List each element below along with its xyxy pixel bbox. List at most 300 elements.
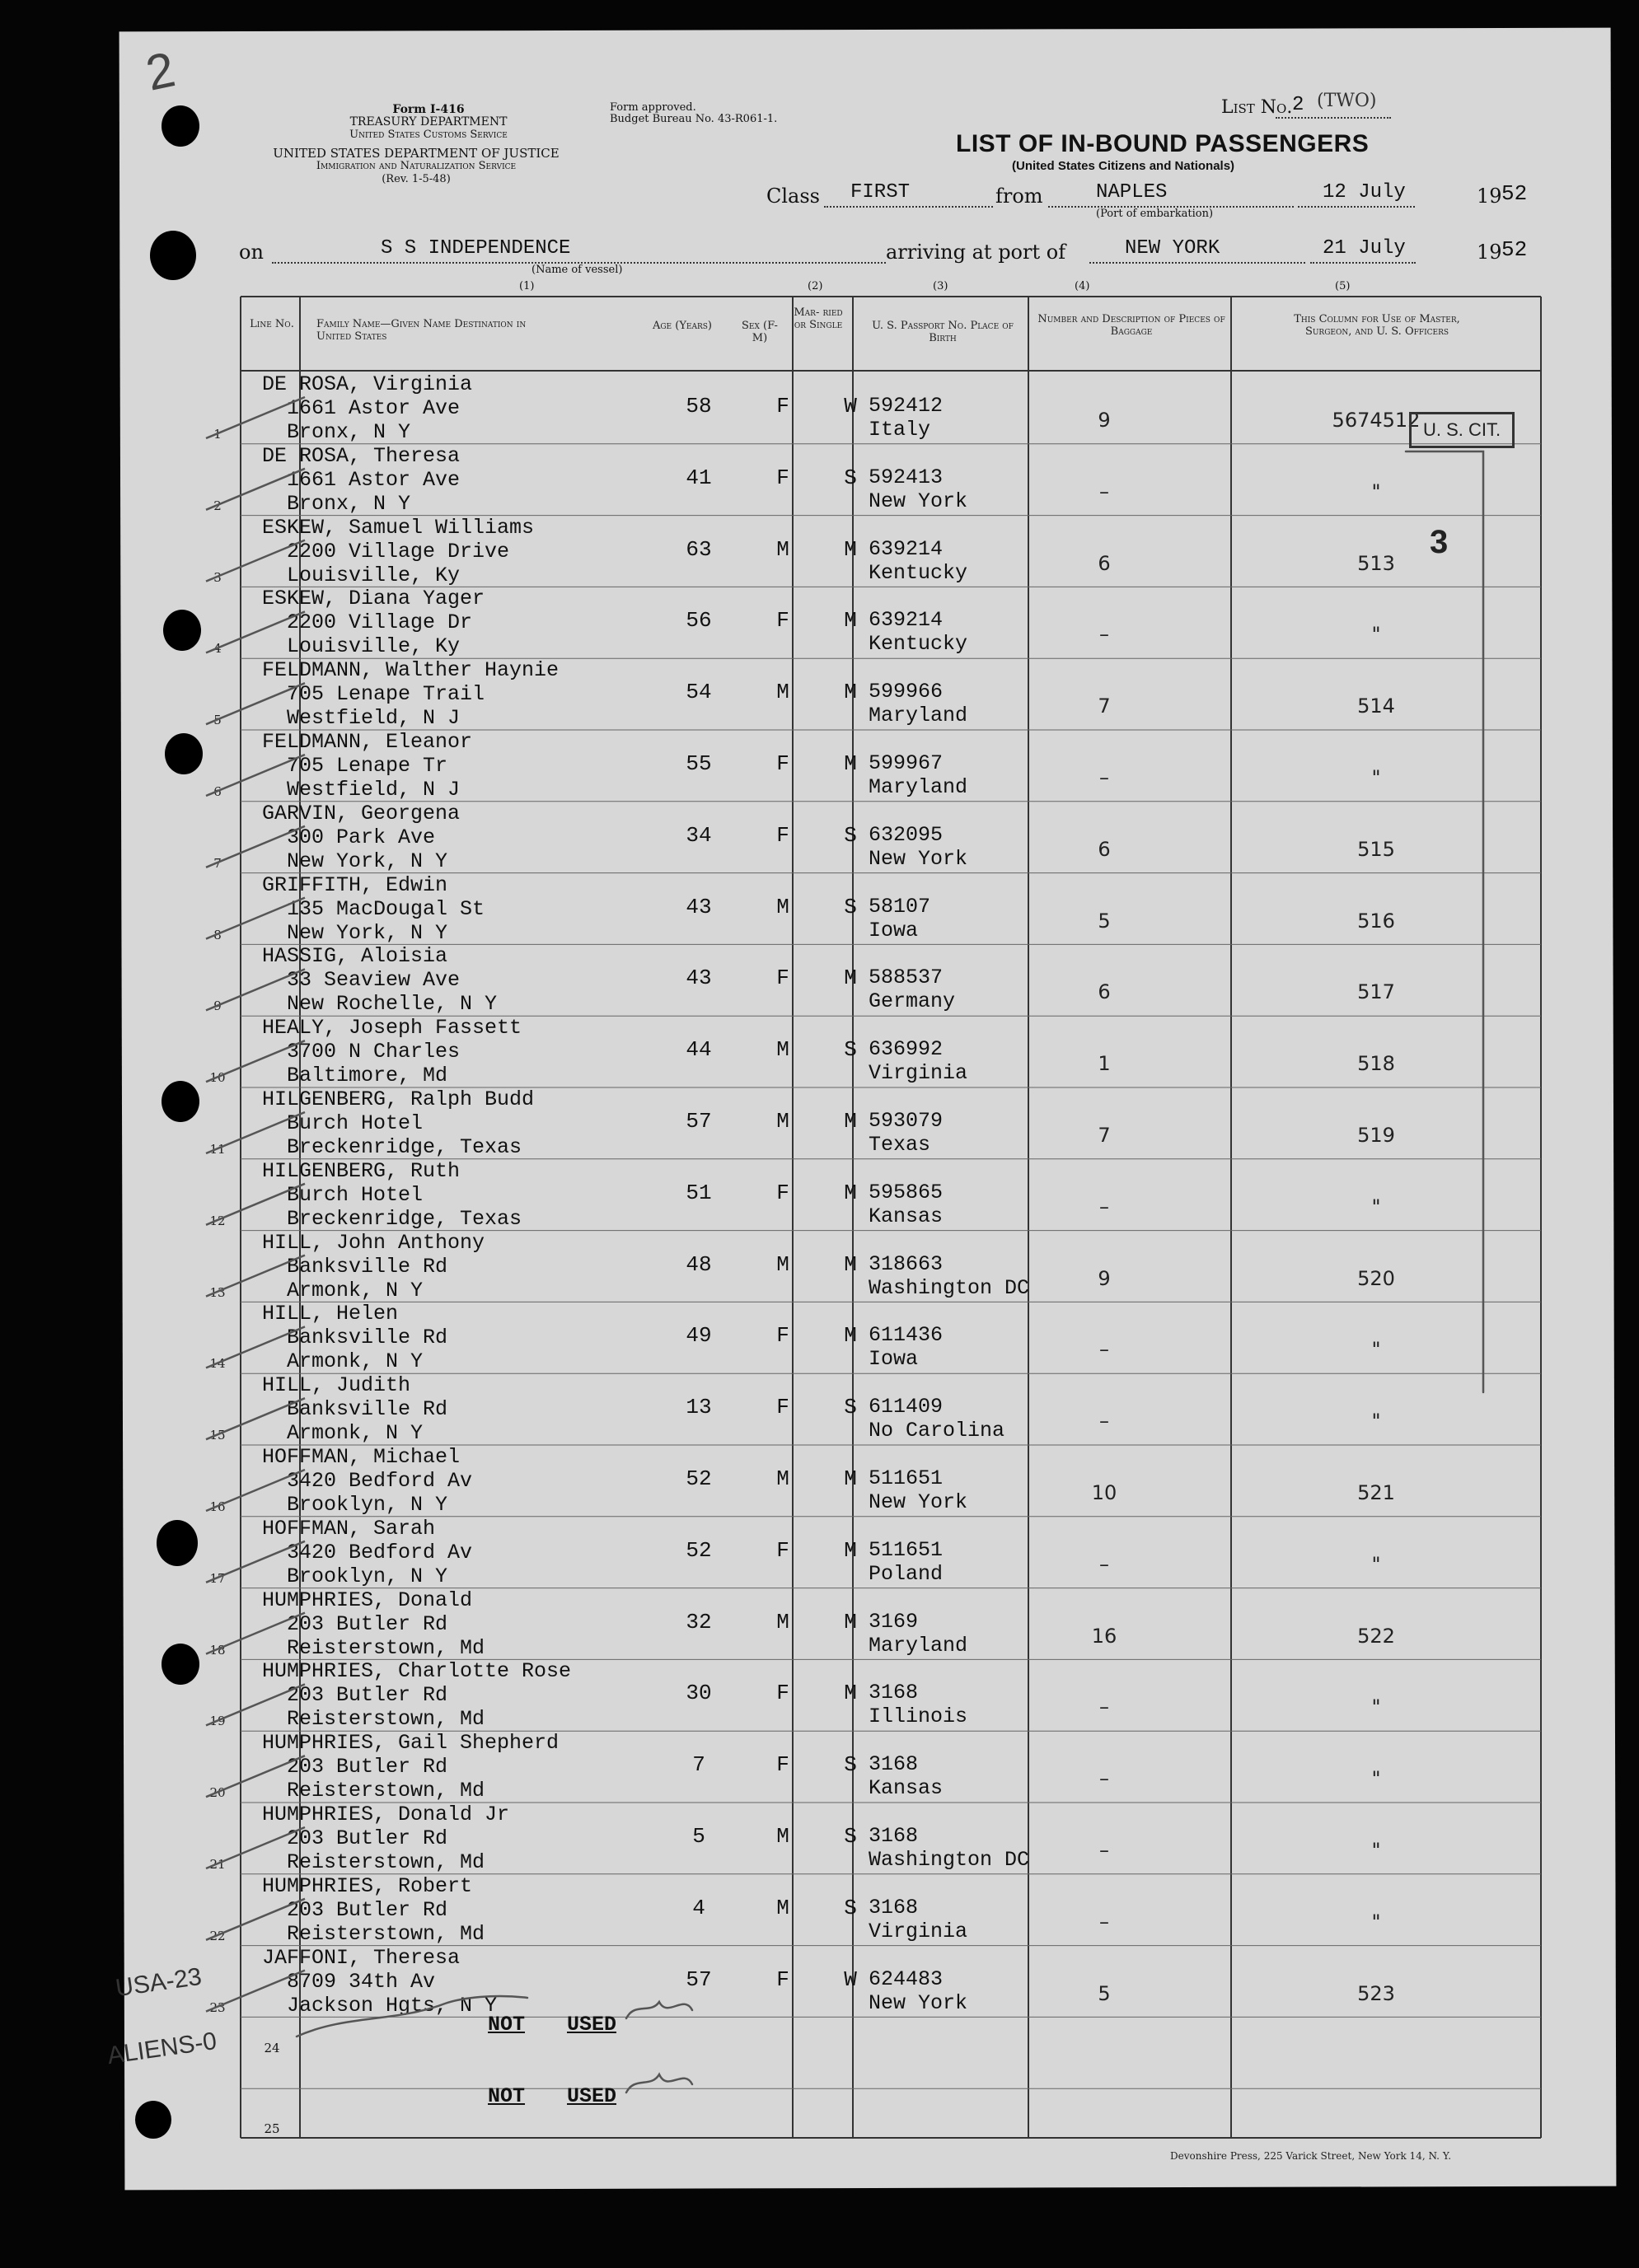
marital-status: S [844, 1824, 857, 1849]
sex: M [776, 1251, 789, 1277]
line-number: 5 [213, 713, 222, 728]
address-street: 2200 Village Dr [287, 610, 473, 635]
place-of-birth: Maryland [869, 775, 968, 799]
pencil-check-mark [206, 1613, 305, 1654]
place-of-birth: New York [869, 489, 968, 513]
address-city: Armonk, N Y [287, 1421, 424, 1446]
pencil-check-mark [206, 1899, 305, 1940]
address-street: 3420 Bedford Av [287, 1469, 473, 1493]
address-city: New York, N Y [287, 849, 448, 873]
place-of-birth: Iowa [869, 918, 919, 942]
line-number: 3 [213, 569, 222, 585]
address-city: Reisterstown, Md [287, 1707, 485, 1732]
baggage-count: 6 [1098, 980, 1111, 1004]
address-city: Bronx, N Y [287, 420, 411, 444]
address-street: 705 Lenape Trail [287, 682, 485, 707]
line-number: 16 [209, 1499, 226, 1514]
officer-use: 522 [1357, 1624, 1395, 1648]
passport-number: 588537 [869, 966, 944, 990]
passenger-name: HUMPHRIES, Robert [262, 1873, 473, 1898]
customs-service: United States Customs Service [349, 129, 508, 141]
passport-number: 511651 [869, 1466, 944, 1490]
line-number-24: 24 [264, 2041, 280, 2055]
passport-number: 636992 [869, 1037, 944, 1062]
line-number: 23 [209, 1999, 226, 2015]
officer-use: 521 [1357, 1481, 1395, 1504]
sex: F [776, 1395, 789, 1420]
place-of-birth: Italy [869, 418, 931, 442]
pencil-check-mark [206, 540, 305, 582]
passport-number: 318663 [869, 1251, 944, 1276]
place-of-birth: Virginia [869, 1061, 968, 1086]
age: 57 [686, 1966, 712, 1992]
baggage-count: – [1099, 1839, 1109, 1862]
line-number: 14 [209, 1356, 226, 1372]
sex: M [776, 1109, 789, 1134]
age: 63 [686, 536, 712, 562]
baggage-count: – [1099, 766, 1109, 789]
passenger-name: JAFFONI, Theresa [262, 1945, 461, 1970]
marital-status: M [844, 536, 857, 562]
baggage-count: – [1099, 1695, 1109, 1719]
marital-status: S [844, 465, 857, 490]
form-subtitle: (United States Citizens and Nationals) [1012, 159, 1235, 173]
pencil-check-mark [206, 611, 305, 652]
age: 13 [686, 1395, 712, 1420]
passport-number: 611409 [869, 1395, 944, 1419]
sex: M [776, 1895, 789, 1920]
sex: F [776, 1180, 789, 1205]
address-city: Westfield, N J [287, 778, 461, 802]
handwritten-three: 3 [1430, 524, 1449, 560]
baggage-count: 7 [1098, 694, 1111, 718]
pencil-check-mark [206, 1756, 305, 1797]
place-of-birth: Washington DC [869, 1275, 1030, 1300]
address-city: Armonk, N Y [287, 1349, 424, 1374]
address-city: Armonk, N Y [287, 1278, 424, 1302]
printer-credit: Devonshire Press, 225 Varick Street, New York 14, N. Y. [1170, 2150, 1452, 2162]
not-used-used-25: USED [567, 2084, 617, 2108]
address-street: Banksville Rd [287, 1397, 448, 1422]
passport-number: 3168 [869, 1681, 919, 1705]
sex: F [776, 608, 789, 634]
line-number: 15 [209, 1428, 226, 1443]
passenger-name: HILL, Helen [262, 1302, 399, 1326]
address-street: 2200 Village Drive [287, 539, 510, 563]
baggage-count: 6 [1098, 837, 1111, 861]
age: 34 [686, 822, 712, 848]
marital-status: M [844, 1537, 857, 1563]
treasury-dept: TREASURY DEPARTMENT [349, 115, 508, 129]
address-city: Louisville, Ky [287, 563, 461, 587]
vessel-caption: (Name of vessel) [532, 264, 623, 276]
age: 4 [692, 1895, 705, 1920]
age: 43 [686, 966, 712, 991]
place-of-birth: Kentucky [869, 560, 968, 585]
address-street: 135 MacDougal St [287, 896, 485, 921]
baggage-count: 10 [1091, 1481, 1117, 1504]
budget-bureau: Budget Bureau No. 43-R061-1. [610, 113, 778, 125]
place-of-birth: Texas [869, 1133, 931, 1157]
pencil-check-mark [206, 898, 305, 939]
age: 43 [686, 894, 712, 919]
sex: F [776, 1537, 789, 1563]
line-number: 7 [213, 855, 222, 871]
age: 5 [692, 1824, 705, 1849]
marital-status: M [844, 1180, 857, 1205]
sex: F [776, 1752, 789, 1778]
address-street: 203 Butler Rd [287, 1826, 448, 1850]
officer-use: 523 [1357, 1981, 1395, 2005]
age: 44 [686, 1037, 712, 1063]
place-of-birth: Kentucky [869, 632, 968, 657]
passport-number: 599966 [869, 680, 944, 704]
sex: F [776, 822, 789, 848]
not-used-used-24: USED [567, 2013, 617, 2037]
passenger-name: HILL, Judith [262, 1373, 411, 1398]
marital-status: S [844, 1895, 857, 1920]
line-number: 8 [213, 927, 222, 942]
pencil-check-mark [206, 1541, 305, 1583]
marital-status: W [844, 394, 857, 419]
handwritten-corner-mark: 2 [141, 41, 180, 101]
address-street: Burch Hotel [287, 1111, 424, 1135]
officer-use: " [1371, 479, 1381, 503]
address-street: 8709 34th Av [287, 1969, 436, 1994]
age: 51 [686, 1180, 712, 1205]
line-number: 17 [209, 1570, 226, 1586]
address-city: Breckenridge, Texas [287, 1206, 522, 1231]
passenger-name: FELDMANN, Walther Haynie [262, 658, 560, 683]
marital-status: S [844, 1037, 857, 1063]
passenger-name: HUMPHRIES, Donald Jr [262, 1803, 510, 1826]
baggage-count: 7 [1098, 1124, 1111, 1147]
place-of-birth: Germany [869, 989, 956, 1014]
passport-number: 593079 [869, 1109, 944, 1133]
passport-number: 58107 [869, 894, 931, 919]
sex: M [776, 1824, 789, 1849]
pencil-check-mark [206, 1326, 305, 1368]
passenger-name: HOFFMAN, Michael [262, 1445, 461, 1469]
age: 49 [686, 1323, 712, 1349]
age: 54 [686, 680, 712, 705]
passport-number: 632095 [869, 822, 944, 847]
officer-use: 517 [1357, 980, 1395, 1004]
address-street: 203 Butler Rd [287, 1611, 448, 1636]
age: 56 [686, 608, 712, 634]
port-embarkation: NAPLES [1096, 181, 1168, 203]
passport-number: 592412 [869, 394, 944, 418]
marital-status: M [844, 1109, 857, 1134]
baggage-count: 6 [1098, 551, 1111, 575]
sex: M [776, 1609, 789, 1634]
passenger-name: FELDMANN, Eleanor [262, 730, 473, 754]
address-street: 705 Lenape Tr [287, 754, 448, 778]
address-city: Reisterstown, Md [287, 1779, 485, 1803]
embark-caption: (Port of embarkation) [1096, 208, 1214, 220]
marital-status: M [844, 680, 857, 705]
passenger-name: HEALY, Joseph Fassett [262, 1016, 522, 1040]
port-arrival: NEW YORK [1125, 237, 1220, 260]
passport-number: 639214 [869, 608, 944, 633]
pencil-check-mark [206, 1112, 305, 1153]
address-city: Reisterstown, Md [287, 1921, 485, 1946]
passenger-name: DE ROSA, Theresa [262, 443, 461, 468]
age: 30 [686, 1681, 712, 1706]
marital-status: M [844, 751, 857, 776]
place-of-birth: Virginia [869, 1919, 968, 1943]
sex: F [776, 394, 789, 419]
address-street: 3700 N Charles [287, 1040, 461, 1064]
age: 55 [686, 751, 712, 776]
line-number: 1 [213, 427, 222, 442]
marital-status: M [844, 1681, 857, 1706]
baggage-count: – [1099, 1552, 1109, 1576]
address-city: Westfield, N J [287, 706, 461, 731]
passenger-name: DE ROSA, Virginia [262, 372, 473, 396]
passport-number: 3169 [869, 1609, 919, 1634]
age: 52 [686, 1537, 712, 1563]
passport-number: 599967 [869, 751, 944, 775]
marital-status: M [844, 1609, 857, 1634]
address-city: Reisterstown, Md [287, 1635, 485, 1660]
officer-use: " [1371, 1839, 1381, 1862]
header-married: Mar- ried or Single [794, 306, 843, 331]
col-num-1: (1) [519, 280, 535, 292]
age: 41 [686, 465, 712, 490]
officer-use: 518 [1357, 1052, 1395, 1076]
age: 52 [686, 1466, 712, 1491]
sex: F [776, 1681, 789, 1706]
place-of-birth: Kansas [869, 1776, 944, 1801]
passport-number: 3168 [869, 1752, 919, 1777]
address-street: 300 Park Ave [287, 825, 436, 849]
passenger-name: HUMPHRIES, Charlotte Rose [262, 1659, 572, 1684]
baggage-count: 9 [1098, 409, 1111, 432]
address-city: Breckenridge, Texas [287, 1135, 522, 1159]
pencil-check-mark [206, 1256, 305, 1297]
line-number-25: 25 [264, 2121, 280, 2136]
line-number: 11 [209, 1142, 226, 1157]
ins-service: Immigration and Naturalization Service [316, 160, 517, 172]
header-baggage: Number and Description of Pieces of Baggage [1037, 313, 1225, 338]
address-street: 33 Seaview Ave [287, 968, 461, 993]
officer-use: 514 [1357, 694, 1395, 718]
place-of-birth: Iowa [869, 1347, 919, 1372]
sex: F [776, 966, 789, 991]
marital-status: M [844, 966, 857, 991]
marital-status: S [844, 894, 857, 919]
class-label: Class [766, 185, 820, 208]
col-num-4: (4) [1075, 280, 1090, 292]
marital-status: S [844, 822, 857, 848]
line-number: 9 [213, 998, 222, 1014]
place-of-birth: Washington DC [869, 1848, 1030, 1872]
officer-use: " [1371, 623, 1381, 647]
marital-status: M [844, 1466, 857, 1491]
baggage-count: 5 [1098, 1981, 1111, 2005]
pencil-check-mark [206, 1827, 305, 1868]
passport-number: 3168 [869, 1895, 919, 1920]
place-of-birth: New York [869, 846, 968, 871]
line-number: 12 [209, 1213, 226, 1228]
passport-number: 595865 [869, 1180, 944, 1204]
address-city: New Rochelle, N Y [287, 992, 498, 1017]
place-of-birth: New York [869, 1490, 968, 1514]
form-approved: Form approved. [610, 101, 696, 114]
passport-number: 3168 [869, 1824, 919, 1848]
officer-use: " [1371, 1338, 1381, 1362]
baggage-count: – [1099, 1767, 1109, 1791]
line-number: 18 [209, 1642, 226, 1658]
passport-number: 639214 [869, 536, 944, 561]
age: 32 [686, 1609, 712, 1634]
passport-number: 592413 [869, 465, 944, 489]
baggage-count: – [1099, 1338, 1109, 1362]
line-number: 20 [209, 1785, 226, 1801]
age: 58 [686, 394, 712, 419]
header-age: Age (Years) [652, 320, 713, 332]
pencil-check-mark [206, 1684, 305, 1725]
line-number: 10 [209, 1070, 226, 1086]
marital-status: M [844, 608, 857, 634]
address-street: 203 Butler Rd [287, 1683, 448, 1708]
passport-number: 611436 [869, 1323, 944, 1348]
pencil-check-mark [206, 1971, 305, 2012]
on-label: on [239, 241, 264, 264]
pencil-check-mark [206, 969, 305, 1010]
officer-use: " [1371, 1910, 1381, 1934]
address-street: Burch Hotel [287, 1182, 424, 1207]
vessel-name: S S INDEPENDENCE [381, 237, 571, 260]
baggage-count: – [1099, 479, 1109, 503]
officer-use: " [1371, 1767, 1381, 1791]
line-number: 19 [209, 1714, 226, 1729]
header-line: Line No. [250, 318, 294, 330]
address-city: Jackson Hgts, N Y [287, 1993, 498, 2018]
place-of-birth: Illinois [869, 1705, 968, 1729]
pencil-check-mark [206, 1398, 305, 1439]
handwritten-aliens-count: ALIENS-0 [105, 2027, 218, 2070]
address-city: Baltimore, Md [287, 1064, 448, 1088]
line-number: 4 [213, 641, 222, 657]
marital-status: M [844, 1251, 857, 1277]
list-no-label: List No. [1221, 97, 1293, 118]
col-num-2: (2) [808, 280, 823, 292]
age: 48 [686, 1251, 712, 1277]
sex: F [776, 465, 789, 490]
passenger-name: HOFFMAN, Sarah [262, 1516, 436, 1541]
line-number: 21 [209, 1857, 226, 1872]
class-value: FIRST [850, 181, 911, 203]
address-city: Reisterstown, Md [287, 1850, 485, 1874]
date-arrival: 21 July [1323, 237, 1406, 260]
baggage-count: – [1099, 1195, 1109, 1218]
pencil-check-mark [206, 1040, 305, 1082]
pencil-check-mark [206, 826, 305, 867]
sex: M [776, 894, 789, 919]
line-number: 13 [209, 1284, 226, 1300]
baggage-count: 5 [1098, 909, 1111, 933]
passenger-name: GARVIN, Georgena [262, 801, 461, 825]
officer-use: 513 [1357, 551, 1395, 575]
sex: M [776, 680, 789, 705]
us-citizen-stamp: U. S. CIT. [1409, 412, 1515, 448]
officer-use: " [1371, 1695, 1381, 1719]
place-of-birth: New York [869, 1990, 968, 2015]
passenger-name: HUMPHRIES, Gail Shepherd [262, 1731, 560, 1756]
baggage-count: 16 [1091, 1624, 1117, 1648]
address-street: 1661 Astor Ave [287, 467, 461, 492]
passenger-name: HILL, John Anthony [262, 1230, 485, 1255]
address-city: Bronx, N Y [287, 491, 411, 516]
officer-use: " [1371, 1552, 1381, 1576]
marital-status: S [844, 1752, 857, 1778]
header-name: Family Name—Given Name Destination in United States [316, 318, 527, 343]
place-of-birth: Maryland [869, 704, 968, 728]
form-number: Form I-416 [392, 103, 465, 116]
address-street: 3420 Bedford Av [287, 1540, 473, 1564]
passenger-name: GRIFFITH, Edwin [262, 872, 448, 897]
address-street: Banksville Rd [287, 1254, 448, 1279]
sex: F [776, 1323, 789, 1349]
list-no-note: (TWO) [1317, 91, 1377, 111]
baggage-count: – [1099, 1410, 1109, 1433]
officer-use: 515 [1357, 837, 1395, 861]
list-no-value: 2 [1292, 94, 1304, 116]
address-city: New York, N Y [287, 920, 448, 945]
passenger-name: HILGENBERG, Ralph Budd [262, 1087, 535, 1111]
year-prefix-2: 19 [1477, 241, 1502, 264]
baggage-count: 1 [1098, 1052, 1111, 1076]
marital-status: M [844, 1323, 857, 1349]
officer-use: 519 [1357, 1124, 1395, 1147]
address-street: 1661 Astor Ave [287, 396, 461, 420]
pencil-check-mark [206, 1470, 305, 1511]
header-officers: This Column for Use of Master, Surgeon, and U. S. Officers [1294, 313, 1460, 338]
line-number: 22 [209, 1928, 226, 1943]
passport-number: 624483 [869, 1966, 944, 1991]
officer-use: " [1371, 1410, 1381, 1433]
sex: M [776, 536, 789, 562]
marital-status: W [844, 1966, 857, 1992]
pencil-check-mark [206, 397, 305, 438]
officer-use: 520 [1357, 1266, 1395, 1290]
address-city: Louisville, Ky [287, 634, 461, 659]
officer-use: " [1371, 1195, 1381, 1218]
baggage-count: 9 [1098, 1266, 1111, 1290]
header-sex: Sex (F-M) [742, 320, 778, 344]
address-street: 203 Butler Rd [287, 1897, 448, 1922]
place-of-birth: Poland [869, 1561, 944, 1586]
sex: M [776, 1466, 789, 1491]
address-street: 203 Butler Rd [287, 1755, 448, 1779]
not-used-not-24: NOT [488, 2013, 526, 2037]
pencil-check-mark [206, 469, 305, 510]
year-prefix: 19 [1477, 185, 1502, 208]
baggage-count: – [1099, 1910, 1109, 1934]
year-embark: 52 [1501, 181, 1528, 206]
justice-dept: UNITED STATES DEPARTMENT OF JUSTICE [273, 146, 560, 161]
place-of-birth: Maryland [869, 1633, 968, 1658]
col-num-5: (5) [1335, 280, 1351, 292]
form-revision: (Rev. 1-5-48) [382, 173, 451, 185]
header-passport: U. S. Passport No. Place of Birth [872, 320, 1014, 344]
line-number: 2 [213, 498, 222, 513]
sex: M [776, 1037, 789, 1063]
pencil-check-mark [206, 1184, 305, 1225]
pencil-check-mark [206, 755, 305, 796]
